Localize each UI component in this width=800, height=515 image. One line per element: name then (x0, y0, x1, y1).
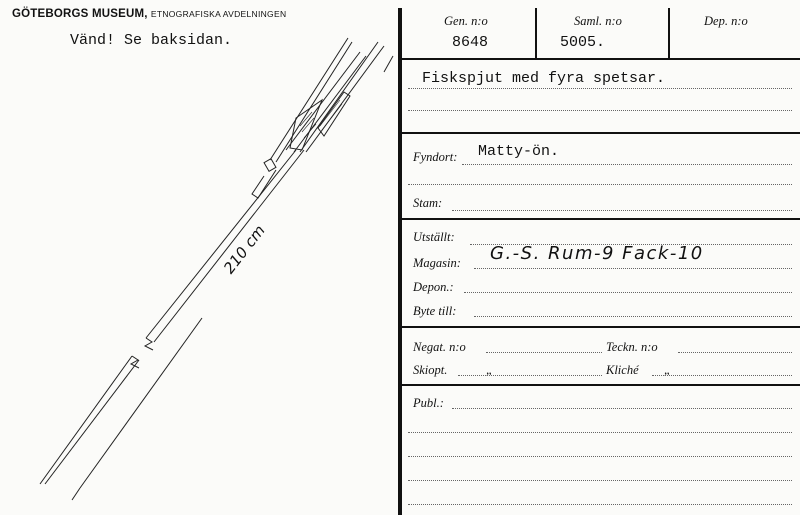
magasin-value: G.-S. Rum-9 Fack-10 (490, 243, 704, 264)
magasin-line (474, 268, 792, 269)
fyndort-line-2 (408, 184, 792, 185)
desc-line-2 (408, 110, 792, 111)
utstallt-label: Utställt: (413, 230, 455, 244)
teckn-line (678, 352, 792, 353)
publ-line-5 (408, 504, 792, 505)
byte-till-label: Byte till: (413, 304, 457, 318)
kliche-label: Kliché (606, 363, 639, 377)
kliche-ditto: „ (664, 363, 671, 377)
skiopt-line (458, 375, 602, 376)
publ-line-4 (408, 480, 792, 481)
gen-no-label: Gen. n:o (444, 14, 488, 28)
teckn-label: Teckn. n:o (606, 340, 658, 354)
depon-line (464, 292, 792, 293)
fyndort-line (462, 164, 792, 165)
header-rule (400, 58, 800, 60)
saml-no-label: Saml. n:o (574, 14, 622, 28)
length-note: 210 cm (220, 221, 269, 278)
box-divider-2 (668, 8, 670, 58)
gen-no-value: 8648 (452, 34, 489, 51)
depon-label: Depon.: (413, 280, 454, 294)
negat-label: Negat. n:o (413, 340, 466, 354)
saml-no-value: 5005. (560, 34, 606, 51)
storage-rule (400, 326, 800, 328)
desc-line-1 (408, 88, 792, 89)
publ-line-2 (408, 432, 792, 433)
kliche-line (652, 375, 792, 376)
skiopt-ditto: „ (486, 363, 493, 377)
desc-rule (400, 132, 800, 134)
publ-line-1 (452, 408, 792, 409)
byte-till-line (474, 316, 792, 317)
object-description: Fiskspjut med fyra spetsar. (422, 70, 666, 87)
department-name: ETNOGRAFISKA AVDELNINGEN (150, 9, 287, 19)
stam-line (452, 210, 792, 211)
turn-over-note: Vänd! Se baksidan. (70, 32, 233, 49)
magasin-label: Magasin: (413, 256, 461, 270)
museum-name: GÖTEBORGS MUSEUM, (12, 8, 148, 20)
negat-rule (400, 384, 800, 386)
skiopt-label: Skiopt. (413, 363, 448, 377)
stam-label: Stam: (413, 196, 443, 210)
publ-label: Publ.: (413, 396, 444, 410)
card-divider (398, 8, 402, 515)
box-divider-1 (535, 8, 537, 58)
negat-line (486, 352, 602, 353)
publ-line-3 (408, 456, 792, 457)
stam-rule (400, 218, 800, 220)
dep-no-label: Dep. n:o (704, 14, 748, 28)
fyndort-label: Fyndort: (413, 150, 458, 164)
fyndort-value: Matty-ön. (478, 143, 560, 160)
